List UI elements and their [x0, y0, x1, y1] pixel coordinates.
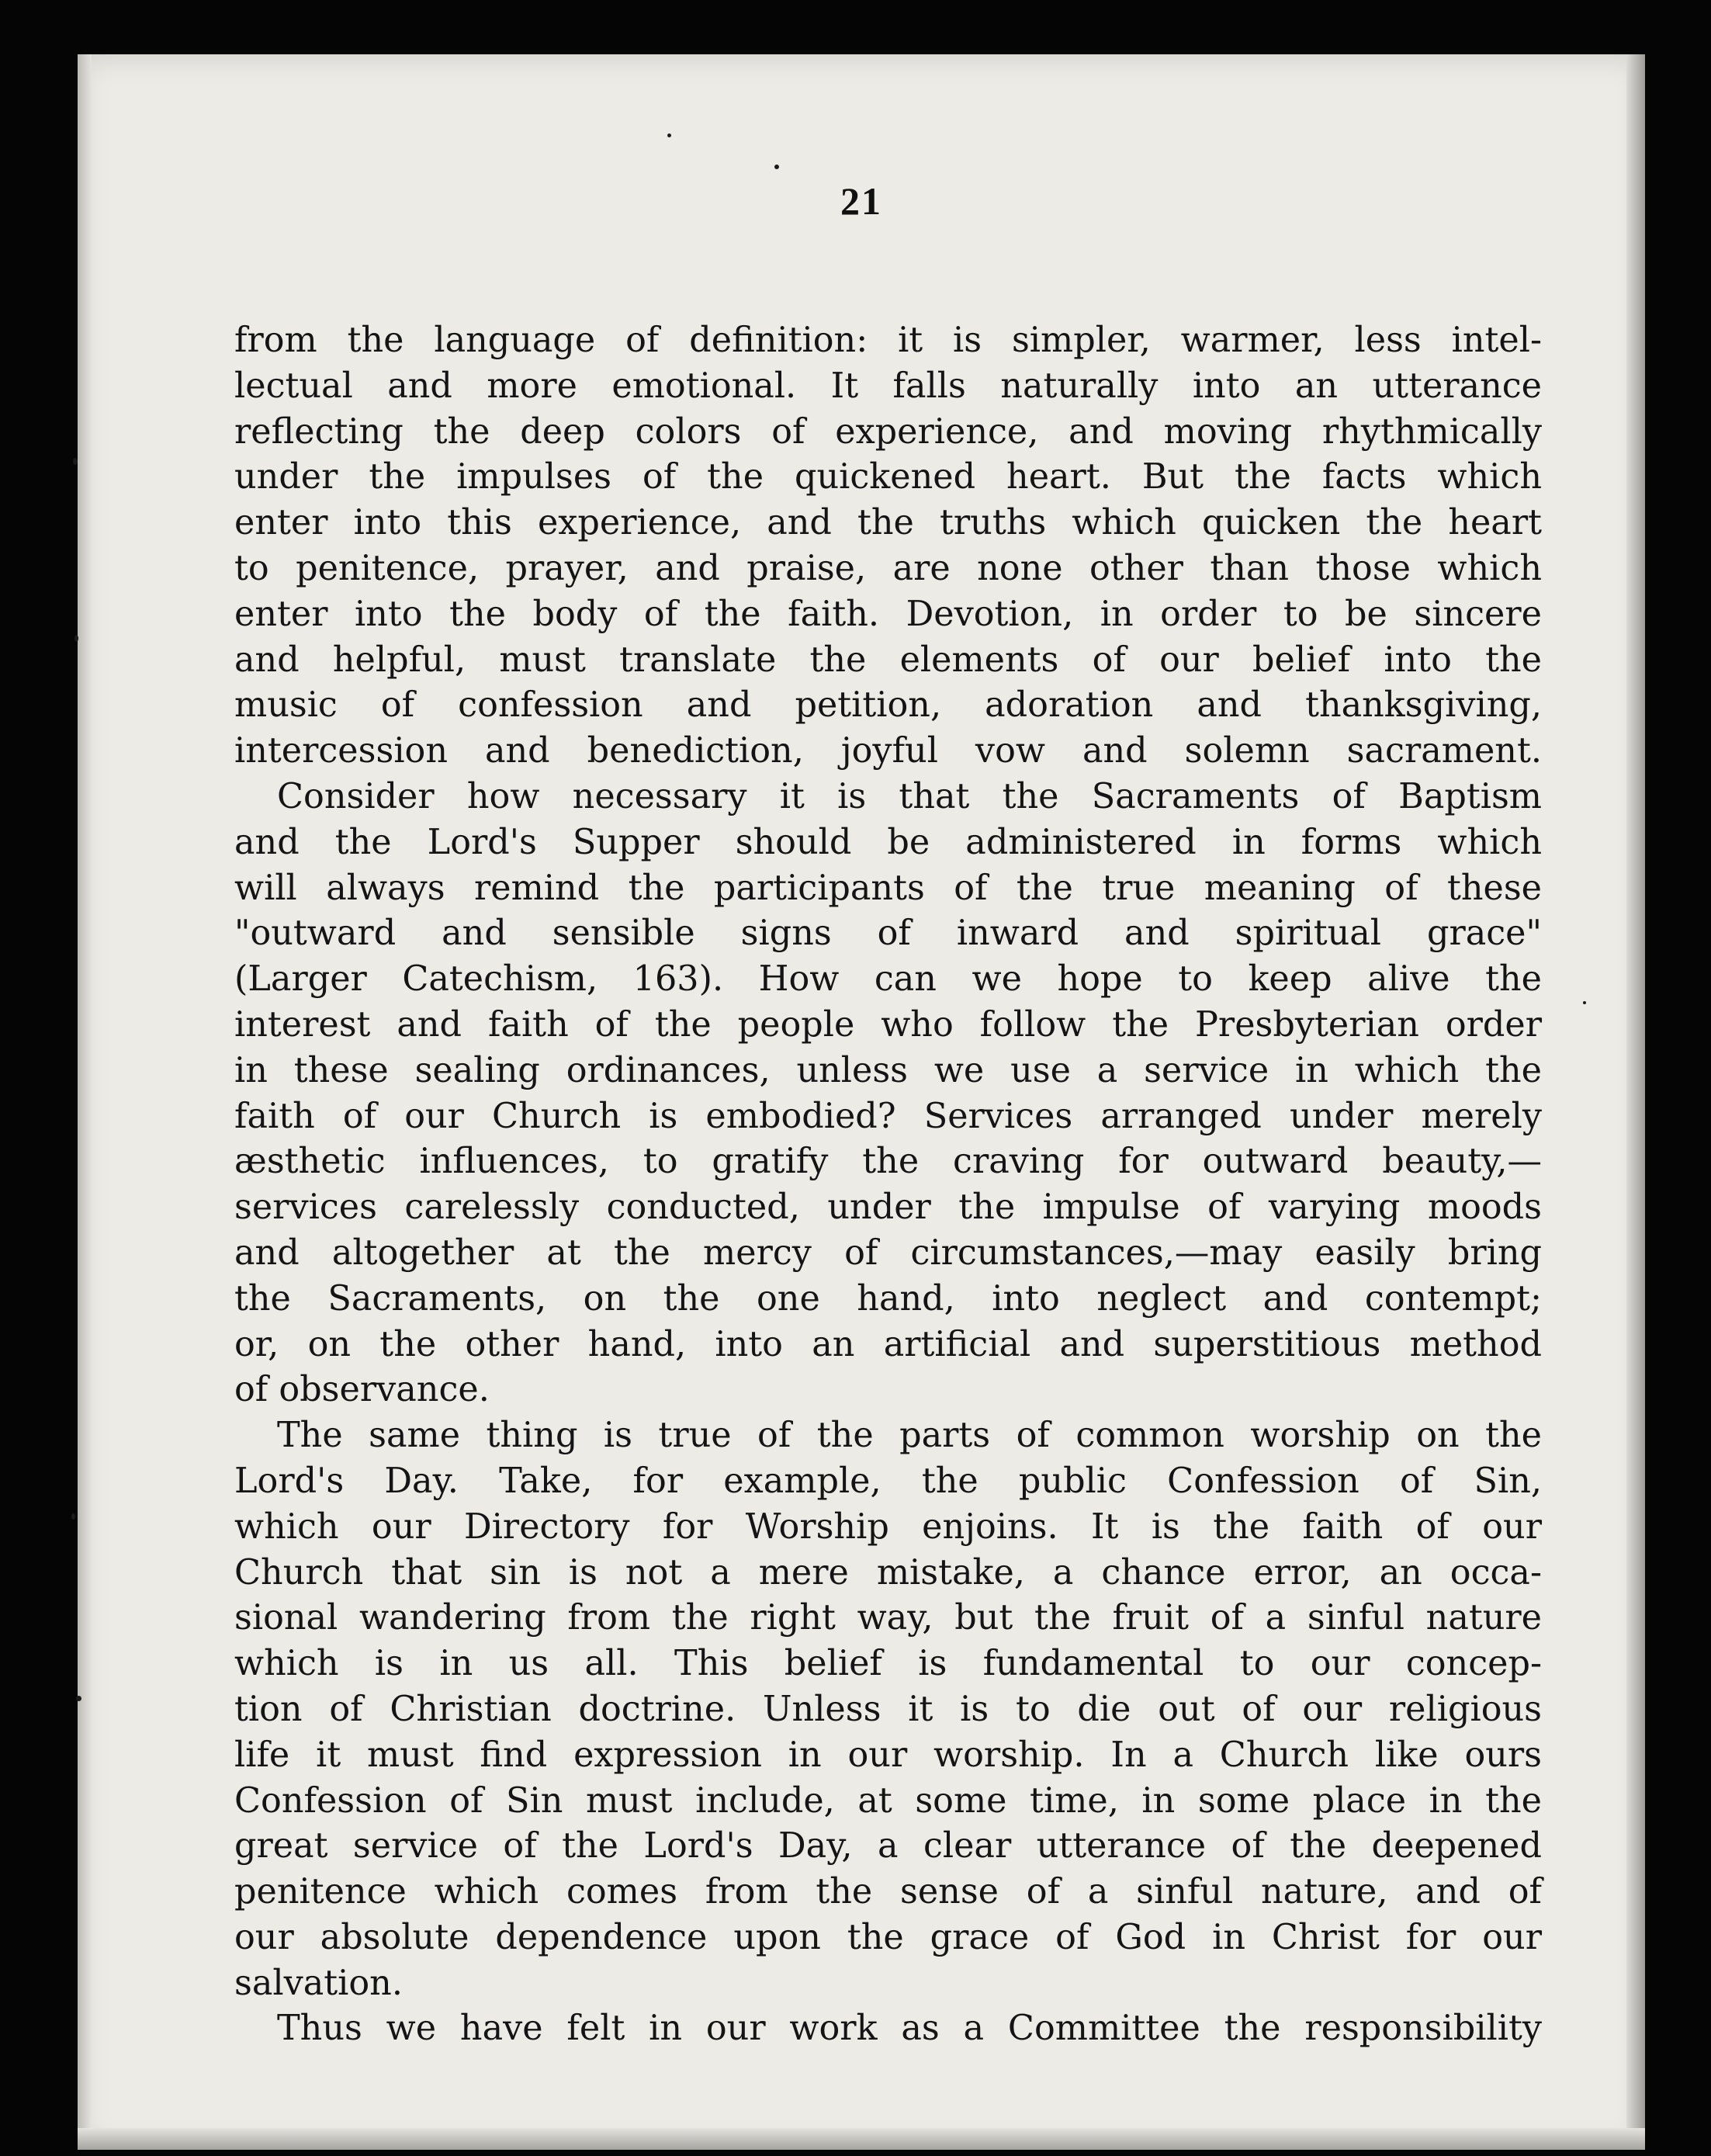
scan-speck [74, 635, 78, 642]
text-line: in these sealing ordinances, unless we use a service in which the [234, 1050, 1542, 1090]
text-line: reflecting the deep colors of experience, and moving rhythmically [234, 411, 1542, 452]
text-line: our absolute dependence upon the grace of God in Christ for our [234, 1917, 1542, 1957]
paragraph-4 [234, 2006, 1542, 2052]
text-line: the Sacraments, on the one hand, into neglect and contempt; [234, 1278, 1542, 1319]
text-line: music of confession and petition, adoration and thanksgiving, [234, 685, 1542, 726]
book-page [78, 54, 1645, 2150]
paragraph-2 [234, 775, 1542, 1413]
text-line: Church that sin is not a mere mistake, a chance error, an occa- [234, 1552, 1542, 1593]
paragraph-3 [234, 1413, 1542, 2006]
text-line: services carelessly conducted, under the impulse of varying moods [234, 1187, 1542, 1228]
text-line: Thus we have felt in our work as a Committee the responsibility [277, 2009, 1542, 2049]
body-text [234, 318, 1542, 2052]
text-line: from the language of definition: it is simpler, warmer, less intel- [234, 321, 1542, 360]
paragraph-1 [234, 318, 1542, 775]
text-line: intercession and benediction, joyful vow and solemn sacrament. [234, 731, 1542, 771]
scan-speck [774, 165, 779, 169]
text-line: "outward and sensible signs of inward and spiritual grace" [234, 913, 1542, 954]
text-line: of observance. [234, 1370, 490, 1410]
text-line: to penitence, prayer, and praise, are none other than those which [234, 548, 1542, 588]
text-line: which is in us all. This belief is fundamental to our concep- [234, 1644, 1542, 1684]
text-line: and the Lord's Supper should be administered in forms which [234, 822, 1542, 862]
text-line: will always remind the participants of the true meaning of these [234, 868, 1542, 908]
text-line: Confession of Sin must include, at some time, in some place in the [234, 1780, 1542, 1821]
scan-speck [1583, 1001, 1586, 1004]
text-line: The same thing is true of the parts of common worship on the [277, 1416, 1542, 1456]
text-line: penitence which comes from the sense of a sinful nature, and of [234, 1872, 1542, 1912]
page-bottom-edge [78, 2128, 1645, 2150]
text-line: salvation. [234, 1963, 403, 2003]
scan-speck [71, 1513, 75, 1520]
text-line: (Larger Catechism, 163). How can we hope to keep alive the [234, 959, 1542, 1000]
scan-speck [73, 458, 78, 465]
page-left-edge [78, 54, 92, 2150]
text-line: Lord's Day. Take, for example, the public Confession of Sin, [234, 1461, 1542, 1501]
text-line: sional wandering from the right way, but the fruit of a sinful nature [234, 1598, 1542, 1638]
text-line: Consider how necessary it is that the Sacraments of Baptism [277, 776, 1542, 816]
text-line: under the impulses of the quickened heart. But the facts which [234, 457, 1542, 497]
text-line: tion of Christian doctrine. Unless it is to die out of our religious [234, 1689, 1542, 1729]
text-line: lectual and more emotional. It falls naturally into an utterance [234, 366, 1542, 406]
page-number: 21 [840, 179, 882, 223]
text-line: interest and faith of the people who follow the Presbyterian order [234, 1004, 1542, 1045]
scan-speck [76, 1696, 81, 1701]
text-line: and altogether at the mercy of circumstances,—may easily bring [234, 1232, 1542, 1273]
text-line: enter into this experience, and the truths which quicken the heart [234, 503, 1542, 543]
text-line: faith of our Church is embodied? Services arranged under merely [234, 1096, 1542, 1136]
text-line: or, on the other hand, into an artificial and superstitious method [234, 1324, 1542, 1364]
text-line: great service of the Lord's Day, a clear utterance of the deepened [234, 1826, 1542, 1867]
scan-speck [667, 133, 671, 137]
text-line: life it must find expression in our worship. In a Church like ours [234, 1735, 1542, 1775]
page-right-edge [1626, 54, 1645, 2150]
text-line: enter into the body of the faith. Devotion, in order to be sincere [234, 594, 1542, 634]
text-line: which our Directory for Worship enjoins. It is the faith of our [234, 1506, 1542, 1547]
text-line: and helpful, must translate the elements of our belief into the [234, 640, 1542, 680]
text-line: æsthetic influences, to gratify the craving for outward beauty,— [234, 1142, 1542, 1182]
